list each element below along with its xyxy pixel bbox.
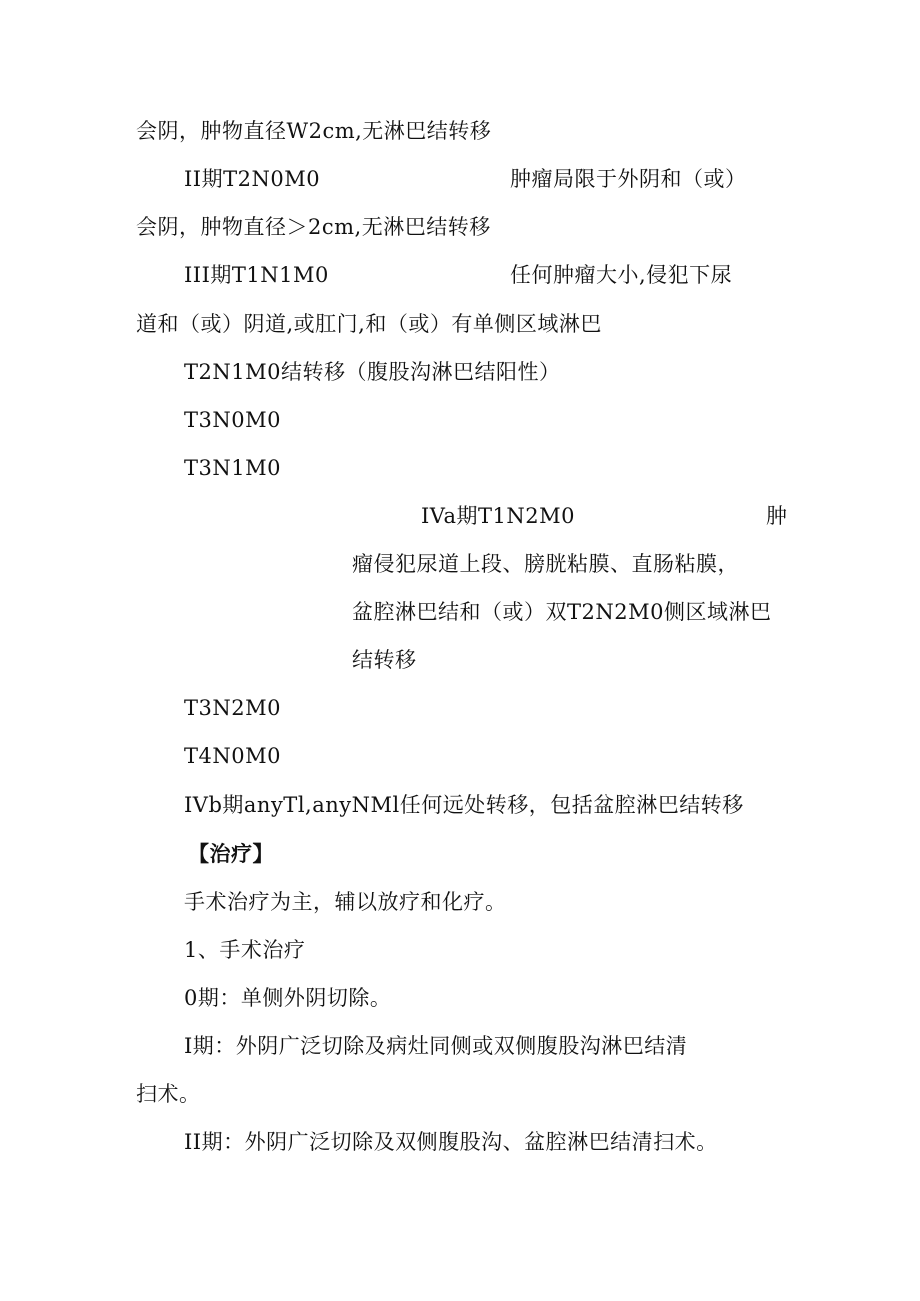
stage-label: IVa期T1N2M0 [421,504,576,528]
text-line: 瘤侵犯尿道上段、膀胱粘膜、直肠粘膜， [352,552,739,576]
text-line: 盆腔淋巴结和（或）双T2N2M0侧区域淋巴 [352,600,772,624]
text-line: 道和（或）阴道,或肛门,和（或）有单侧区域淋巴 [136,312,602,336]
stage-description: 任何肿瘤大小,侵犯下尿 [510,263,733,287]
text-line: T3N2M0 [184,696,281,720]
text-line: T4N0M0 [184,744,281,768]
text-line: 会阴，肿物直径W2cm,无淋巴结转移 [136,119,492,143]
text-line: 1、手术治疗 [184,938,306,962]
stage-description: 肿 [766,504,788,528]
text-line: T2N1M0结转移（腹股沟淋巴结阳性） [184,360,561,384]
section-heading: 【治疗】 [188,841,274,866]
text-line: T3N1M0 [184,456,281,480]
stage-description: 肿瘤局限于外阴和（或） [510,167,747,191]
text-line: I期：外阴广泛切除及病灶同侧或双侧腹股沟淋巴结清 [184,1034,688,1058]
text-line: 扫术。 [136,1082,201,1106]
text-line: T3N0M0 [184,408,281,432]
text-line: IVb期anyTl,anyNMl任何远处转移，包括盆腔淋巴结转移 [184,793,744,817]
stage-label: II期T2N0M0 [184,167,321,191]
text-line: 手术治疗为主，辅以放疗和化疗。 [184,890,507,914]
text-line: 0期：单侧外阴切除。 [184,986,392,1010]
text-line: II期：外阴广泛切除及双侧腹股沟、盆腔淋巴结清扫术。 [184,1130,718,1154]
stage-label: III期T1N1M0 [184,263,329,287]
text-line: 会阴，肿物直径＞2cm,无淋巴结转移 [136,215,491,239]
text-line: 结转移 [352,648,417,672]
